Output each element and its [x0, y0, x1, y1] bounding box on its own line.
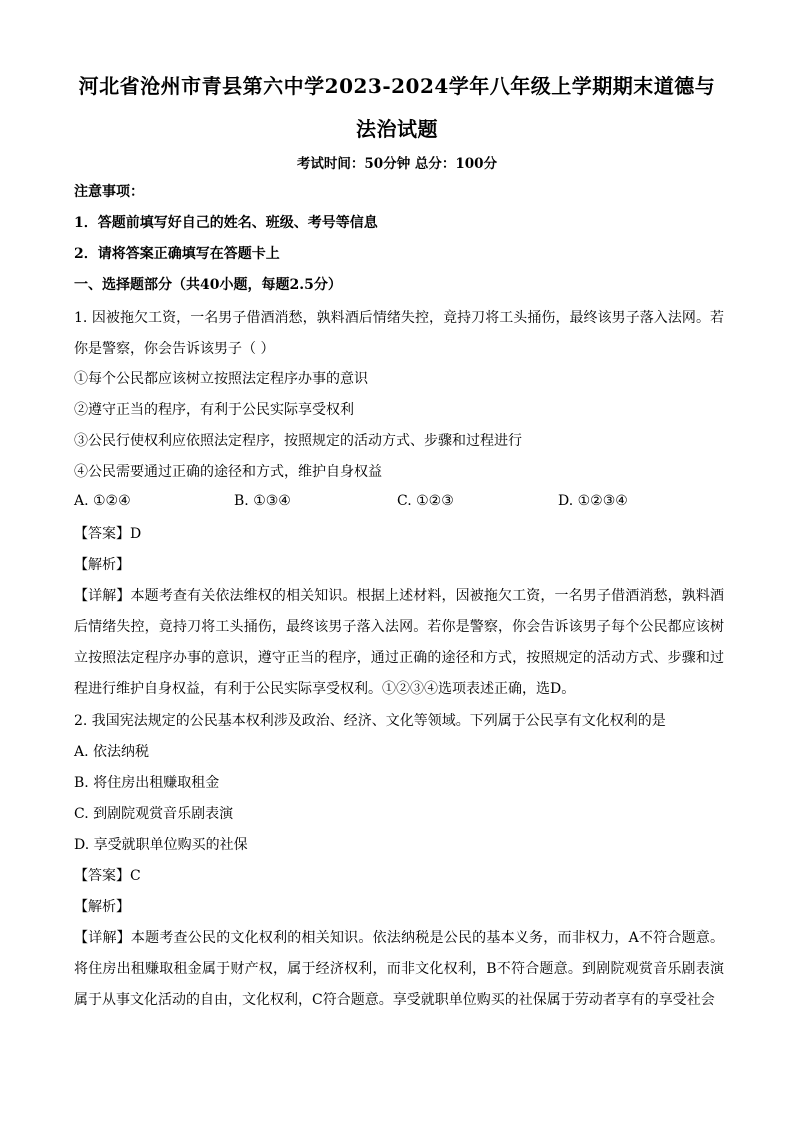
question-2-stem: 2. 我国宪法规定的公民基本权利涉及政治、经济、文化等领域。下列属于公民享有文化权利的是 [74, 713, 666, 729]
detail-text: 本题考查有关依法维权的相关知识。根据上述材料，因被拖欠工资，一名男子借酒消愁，孰料酒后情绪失控，竟持刀将工头捅伤，最终该男子落入法网。若你是警察，你会告诉该男子每个公民都应该树立按照法定程序办事的意识，遵守正当的程序，通过正确的途径和方式，按照规定的活动方式、步骤和过程进行维护自身权益，有利于公民实际享受权利。①②③④选项表述正确，选D。 [74, 588, 725, 697]
analysis-label: 【解析】 [74, 899, 130, 915]
answer-value: C [130, 868, 141, 884]
option-a: A. ①②④ [74, 493, 131, 509]
question-1-detail [74, 581, 724, 705]
option-c: C. 到剧院观赏音乐剧表演 [74, 806, 234, 822]
detail-text: 本题考查公民的文化权利的相关知识。依法纳税是公民的基本义务，而非权力，A不符合题意。将住房出租赚取租金属于财产权，属于经济权利，而非文化权利，B不符合题意。到剧院观赏音乐剧表演属于从事文化活动的自由，文化权利，C符合题意。享受就职单位购买的社保属于劳动者享有的享受社会 [74, 930, 725, 1008]
detail-label: 【详解】 [74, 930, 131, 946]
statement-2: ②遵守正当的程序，有利于公民实际享受权利 [74, 402, 354, 418]
question-1-stem: 1. 因被拖欠工资，一名男子借酒消愁，孰料酒后情绪失控，竟持刀将工头捅伤，最终该男子落入法网。若你是警察，你会告诉该男子（ ） [74, 310, 724, 357]
section-heading: 一、选择题部分（共40小题，每题2.5分） [74, 277, 342, 293]
option-d: D. ①②③④ [558, 493, 628, 509]
notes-heading: 注意事项： [74, 184, 144, 200]
detail-label: 【详解】 [74, 588, 131, 604]
statement-3: ③公民行使权利应依照法定程序，按照规定的活动方式、步骤和过程进行 [74, 433, 522, 449]
option-a: A. 依法纳税 [74, 744, 150, 760]
question-2-detail [74, 923, 724, 1016]
title-line-2: 法治试题 [356, 117, 438, 141]
answer-value: D [130, 526, 142, 542]
answer-line [74, 524, 724, 544]
question-1-options [74, 493, 724, 513]
statement-4: ④公民需要通过正确的途径和方式，维护自身权益 [74, 464, 382, 480]
answer-label: 【答案】 [74, 868, 130, 884]
option-c: C. ①②③ [397, 493, 454, 509]
statement-1: ①每个公民都应该树立按照法定程序办事的意识 [74, 371, 368, 387]
option-b: B. 将住房出租赚取租金 [74, 775, 220, 791]
answer-label: 【答案】 [74, 526, 130, 542]
note-item: 2．请将答案正确填写在答题卡上 [74, 246, 280, 262]
option-d: D. 享受就职单位购买的社保 [74, 837, 248, 853]
exam-info: 考试时间：50分钟 总分：100分 [296, 156, 498, 172]
option-b: B. ①③④ [234, 493, 291, 509]
analysis-label: 【解析】 [74, 557, 130, 573]
note-item: 1．答题前填写好自己的姓名、班级、考号等信息 [74, 215, 378, 231]
title-line-1: 河北省沧州市青县第六中学2023-2024学年八年级上学期期末道德与 [78, 74, 716, 98]
answer-line [74, 866, 724, 886]
